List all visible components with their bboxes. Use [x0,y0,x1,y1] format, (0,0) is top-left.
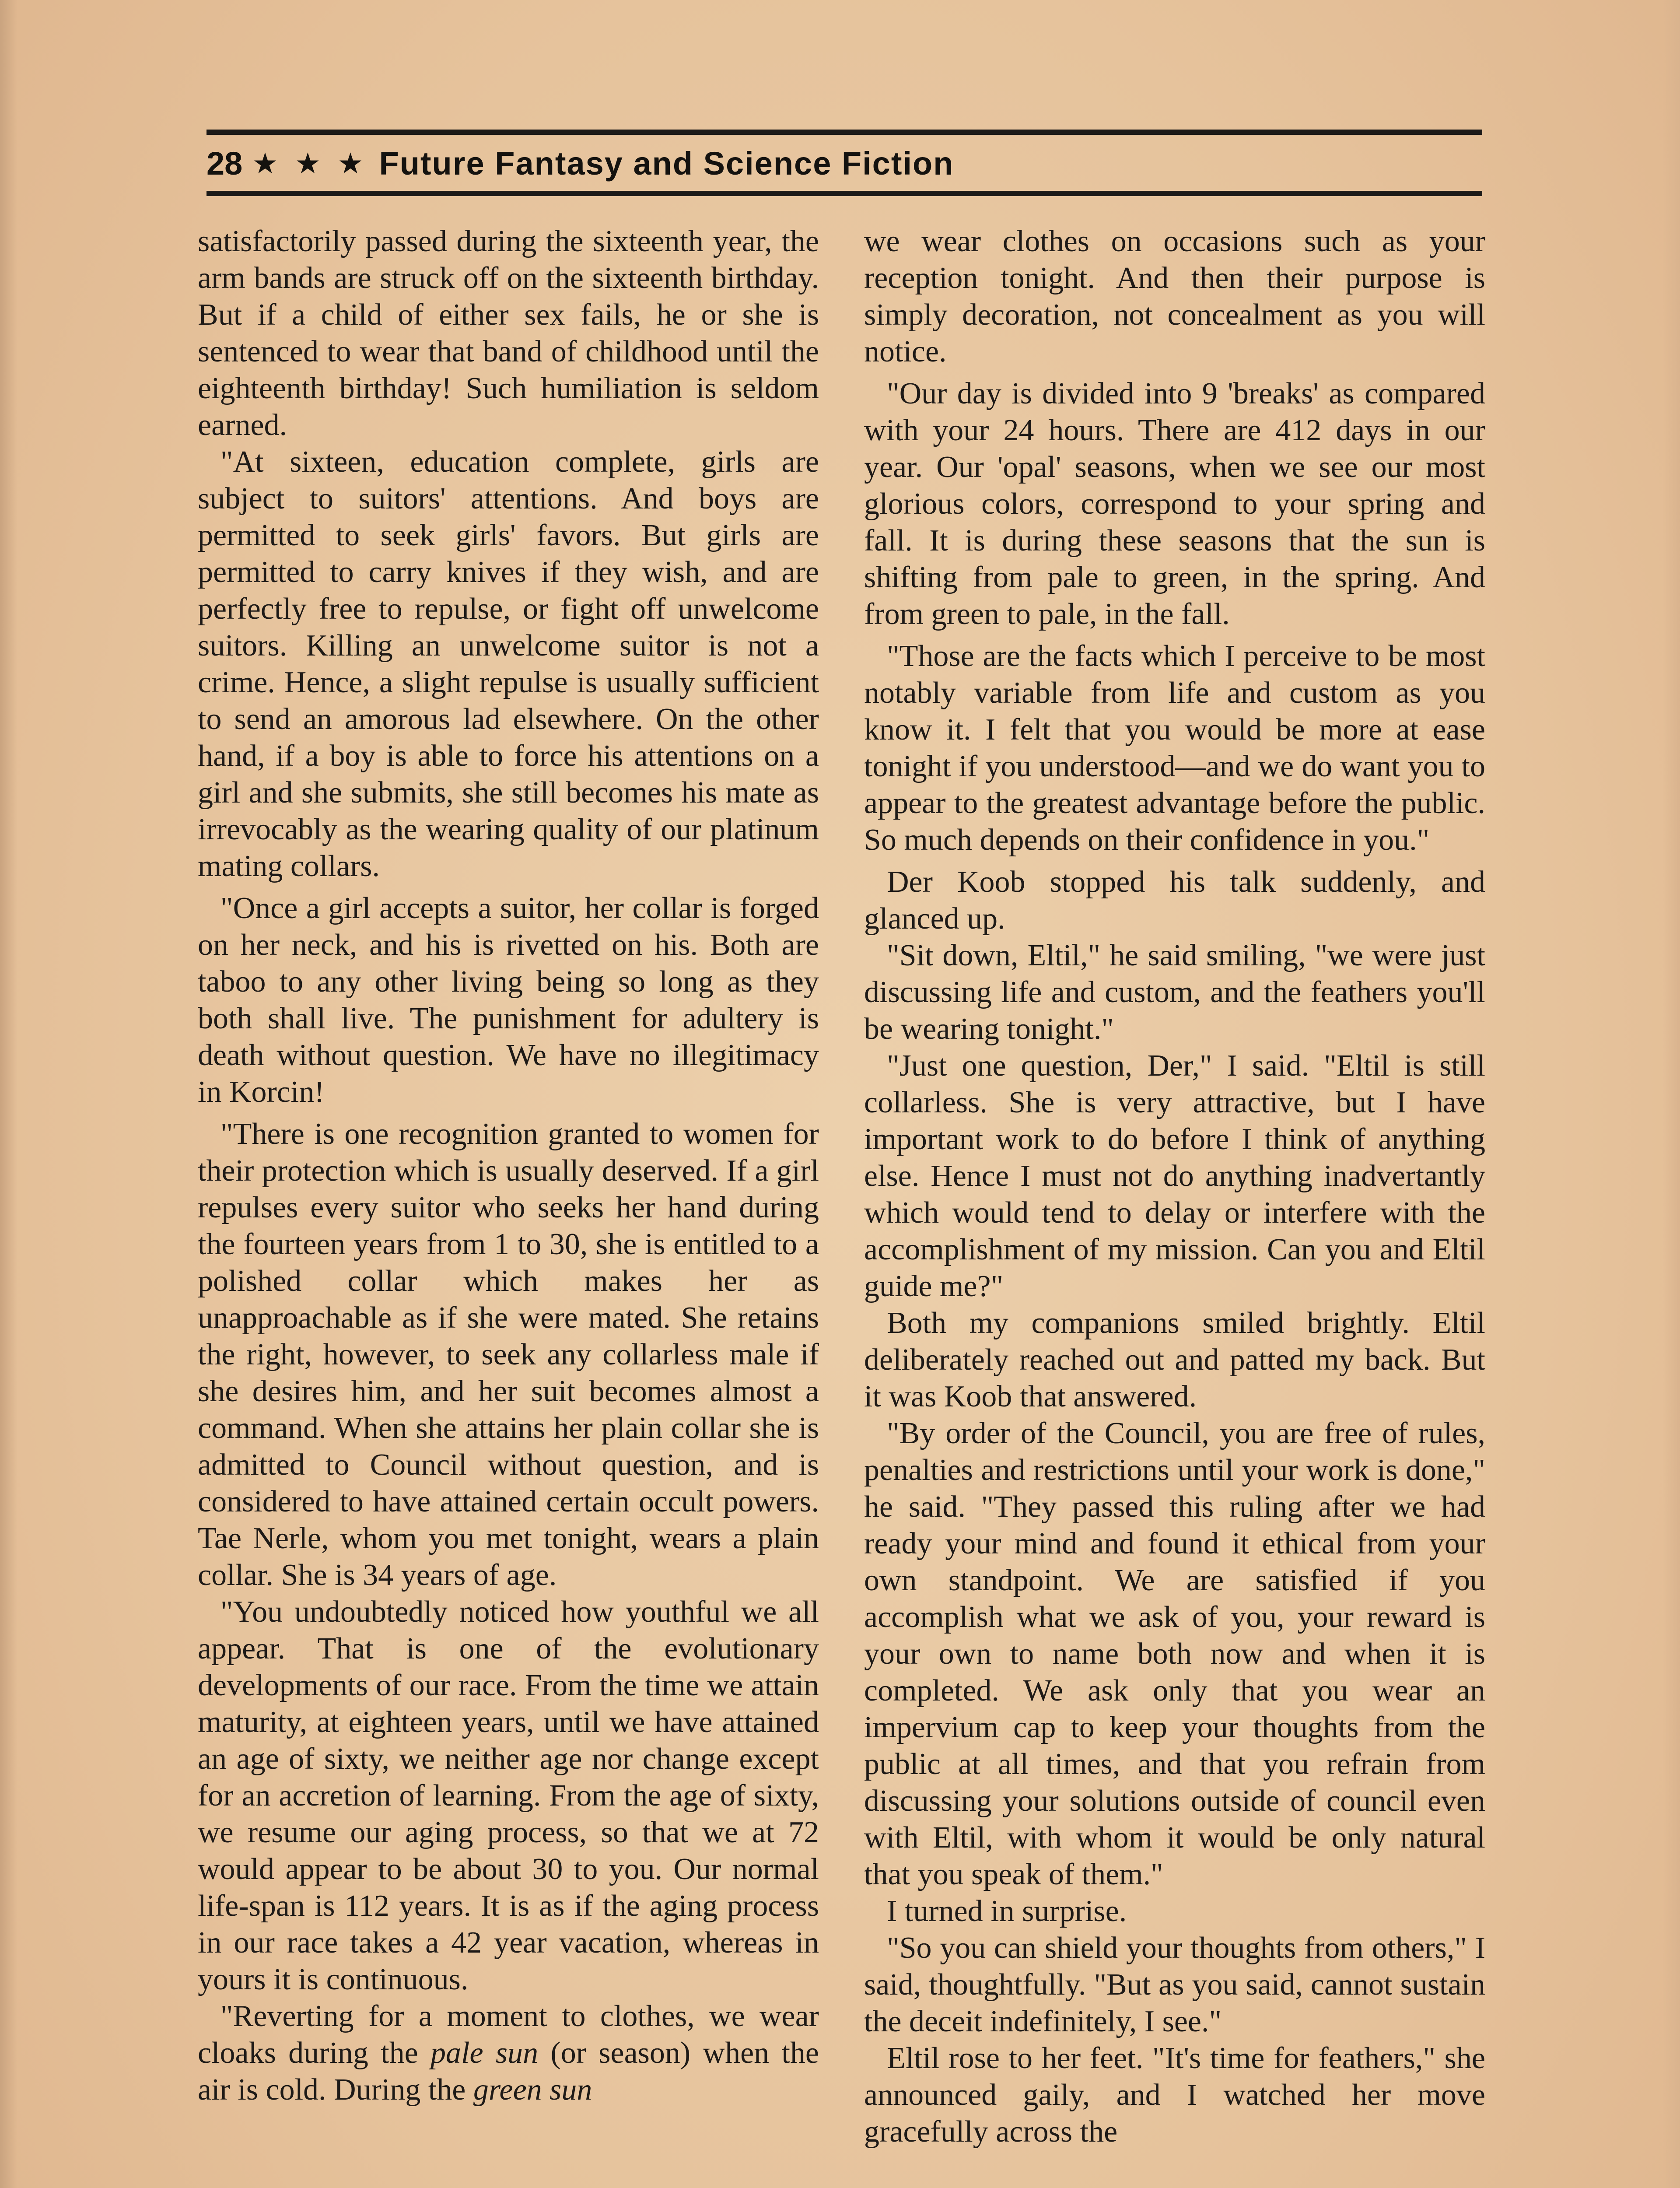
paragraph: I turned in surprise. [887,1894,1127,1928]
paragraph: Eltil rose to her feet. "It's time for feathers," she announced gaily, and I watched her move gracefully across the [864,2041,1485,2149]
paragraph: satisfactorily passed during the sixteenth year, the arm bands are struck off on the sixteenth birthday. But if a child of either sex fails, he or she is sentenced to wear that band of childhood until the eighteenth birthday! Such humiliation is seldom earned. [198,224,819,442]
page-number: 28 [206,145,243,182]
paragraph: "You undoubtedly noticed how youthful we all appear. That is one of the evolutionary developments of our race. From the time we attain maturity, at eighteen years, until we have attained an age of sixty, we neither age nor change except for an accretion of learning. From the age of sixty, we resume our aging process, so that we at 72 would appear to be about 30 to you. Our normal life-span is 112 years. It is as if the aging process in our race takes a 42 year vacation, whereas in yours it is continuous. [198,1595,819,1996]
star-ornaments: ★ ★ ★ [252,147,368,179]
paragraph: "Just one question, Der," I said. "Eltil is still collarless. She is very attractive, but I have important work to do before I think of anything else. Hence I must not do anything inadvertantly which would tend to delay or interfere with the accomplishment of my mission. Can you and Eltil guide me?" [864,1049,1485,1303]
page-edge-shadow-left [0,0,18,2188]
paragraph [198,1998,819,2108]
text-column-left [198,223,819,2108]
text-column-right [864,223,1485,2150]
paragraph: "Sit down, Eltil," he said smiling, "we were just discussing life and custom, and the feathers you'll be wearing tonight." [864,939,1485,1046]
paragraph-text: (or season) when the air is cold. During the [198,2036,819,2107]
paragraph: "At sixteen, education complete, girls are subject to suitors' attentions. And boys are permitted to seek girls' favors. But girls are permitted to carry knives if they wish, and are perfectly free to repulse, or fight off unwelcome suitors. Killing an unwelcome suitor is not a crime. Hence, a slight repulse is usually sufficient to send an amorous lad elsewhere. On the other hand, if a boy is able to force his attentions on a girl and she submits, she still becomes his mate as irrevocably as the wearing quality of our platinum mating collars. [198,445,819,883]
italic-term-pale-sun: pale sun [430,2036,539,2070]
header-rule-bottom [206,191,1482,196]
running-head [206,139,954,187]
header-rule-top [206,130,1482,135]
paragraph: "Once a girl accepts a suitor, her collar is forged on her neck, and his is rivetted on his. Both are taboo to any other living being so long as they both shall live. The punishment for adultery is death without question. We have no illegitimacy in Korcin! [198,891,819,1109]
italic-term-green-sun: green sun [473,2073,592,2107]
paragraph-text: "Reverting for a moment to clothes, we wear cloaks during the [198,1999,819,2070]
paragraph: Both my companions smiled brightly. Eltil deliberately reached out and patted my back. But it was Koob that answered. [864,1306,1485,1413]
paragraph: "Those are the facts which I perceive to be most notably variable from life and custom as you know it. I felt that you would be more at ease tonight if you understood—and we do want you to appear to the greatest advantage before the public. So much depends on their confidence in you." [864,639,1485,857]
page-edge-shadow-right [1662,0,1680,2188]
paragraph: we wear clothes on occasions such as your reception tonight. And then their purpose is simply decoration, not concealment as you will notice. [864,224,1485,368]
paragraph: "Our day is divided into 9 'breaks' as compared with your 24 hours. There are 412 days in our year. Our 'opal' seasons, when we see our most glorious colors, correspond to your spring and fall. It is during these seasons that the sun is shifting from pale to green, in the spring. And from green to pale, in the fall. [864,377,1485,631]
paragraph: "By order of the Council, you are free of rules, penalties and restrictions until your work is done," he said. "They passed this ruling after we had ready your mind and found it ethical from your own standpoint. We are satisfied if you accomplish what we ask of you, your reward is your own to name both now and when it is completed. We ask only that you wear an impervium cap to keep your thoughts from the public at all times, and that you refrain from discussing your solutions outside of council even with Eltil, with whom it would be only natural that you speak of them." [864,1417,1485,1891]
magazine-title: Future Fantasy and Science Fiction [379,145,954,182]
paragraph: "So you can shield your thoughts from others," I said, thoughtfully. "But as you said, cannot sustain the deceit indefinitely, I see." [864,1931,1485,2038]
paragraph: Der Koob stopped his talk suddenly, and glanced up. [864,865,1485,936]
paragraph: "There is one recognition granted to women for their protection which is usually deserved. If a girl repulses every suitor who seeks her hand during the fourteen years from 1 to 30, she is entitled to a polished collar which makes her as unapproachable as if she were mated. She retains the right, however, to seek any collarless male if she desires him, and her suit becomes almost a command. When she attains her plain collar she is admitted to Council without question, and is considered to have attained certain occult powers. Tae Nerle, whom you met tonight, wears a plain collar. She is 34 years of age. [198,1117,819,1592]
